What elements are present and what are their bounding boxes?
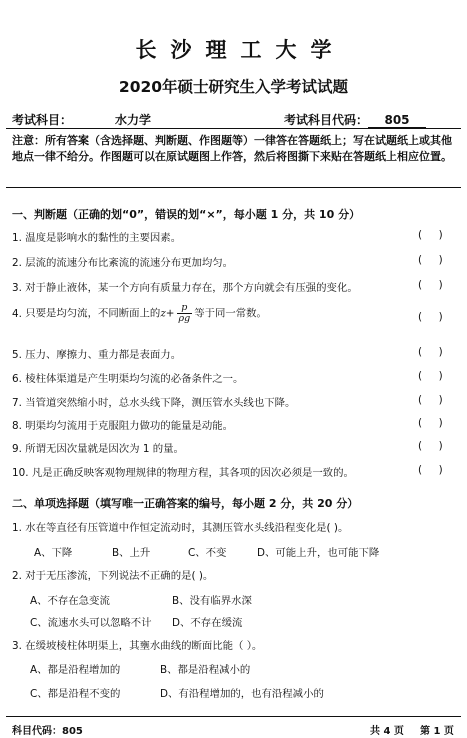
answer-blank: ( ) (418, 370, 443, 382)
item-number: 2. (12, 570, 22, 582)
subject-value: 水力学 (72, 111, 194, 129)
judge-item-8 (12, 417, 233, 432)
judge-item-5 (12, 346, 181, 361)
subject-code-label: 考试科目代码： (284, 113, 369, 127)
item-number: 3. (12, 282, 22, 294)
item-text: 棱柱体渠道是产生明渠均匀流的必备条件之一。 (25, 373, 244, 385)
choice-item-2 (12, 567, 213, 582)
item-text: 在缓坡棱柱体明渠上，其壅水曲线的断面比能（ ）。 (25, 640, 263, 652)
answer-blank: ( ) (418, 346, 443, 358)
choice-3-option-b: B、都是沿程减小的 (160, 664, 251, 676)
item-text: 凡是正确反映客观物理规律的物理方程，其各项的因次必须是一致的。 (31, 467, 354, 479)
item-text-after: 等于同一常数。 (194, 307, 267, 320)
answer-blank: ( ) (418, 394, 443, 406)
answer-blank: ( ) (418, 311, 443, 323)
math-plus: + (165, 307, 175, 320)
item-text: 当管道突然缩小时，总水头线下降，测压管水头线也下降。 (25, 397, 296, 409)
choice-item-3 (12, 637, 262, 652)
item-number: 10. (12, 467, 29, 479)
subject-code-field (284, 111, 426, 128)
item-text: 温度是影响水的黏性的主要因素。 (25, 232, 182, 244)
judge-item-10 (12, 464, 354, 479)
fraction-numerator: p (177, 303, 193, 314)
subject-label: 考试科目： (12, 113, 73, 127)
item-number: 1. (12, 232, 22, 244)
section-1-title: 一、判断题（正确的划“0”，错误的划“×”，每小题 1 分，共 10 分） (12, 208, 361, 221)
fraction-denominator: ρg (178, 313, 191, 324)
pressure-head-fraction (177, 303, 193, 324)
item-text: 对于无压渗流，下列说法不正确的是( )。 (25, 570, 214, 582)
answer-blank: ( ) (418, 464, 443, 476)
judge-item-1 (12, 229, 181, 244)
footer-total-pages: 共 4 页 (370, 726, 404, 737)
divider-top (6, 128, 461, 129)
item-number: 1. (12, 522, 22, 534)
item-text: 层流的流速分布比紊流的流速分布更加均匀。 (25, 257, 234, 269)
choice-2-option-c: C、流速水头可以忽略不计 (30, 617, 152, 629)
exam-title: 2020年硕士研究生入学考试试题 (118, 78, 349, 96)
item-number: 4. (12, 307, 22, 320)
choice-3-option-c: C、都是沿程不变的 (30, 688, 121, 700)
item-number: 7. (12, 397, 22, 409)
choice-1-option-d: D、可能上升，也可能下降 (257, 547, 380, 559)
choice-2-option-b: B、没有临界水深 (172, 595, 252, 607)
judge-item-4 (12, 303, 267, 324)
answer-blank: ( ) (418, 279, 443, 291)
answer-blank: ( ) (418, 440, 443, 452)
choice-1-option-a: A、下降 (34, 547, 73, 559)
item-text-before: 只要是均匀流，不同断面上的 (25, 307, 161, 320)
footer-page-number: 第 1 页 (420, 726, 454, 737)
subject-field (12, 111, 194, 129)
choice-1-option-c: C、不变 (188, 547, 227, 559)
divider-note (6, 187, 461, 188)
choice-3-option-a: A、都是沿程增加的 (30, 664, 121, 676)
choice-2-option-a: A、不存在急变流 (30, 595, 110, 607)
item-number: 2. (12, 257, 22, 269)
choice-2-option-d: D、不存在缓流 (172, 617, 243, 629)
item-number: 6. (12, 373, 22, 385)
school-name: 长沙理工大学 (135, 37, 346, 62)
section-2-title: 二、单项选择题（填写唯一正确答案的编号，每小题 2 分，共 20 分） (12, 497, 359, 510)
choice-3-option-d: D、有沿程增加的，也有沿程减小的 (160, 688, 324, 700)
judge-item-6 (12, 370, 243, 385)
exam-note: 注意：所有答案（含选择题、判断题、作图题等）一律答在答题纸上；写在试题纸上或其他地点一律不给分。作图题可以在原试题图上作答，然后将图撕下来贴在答题纸上相应位置。 (12, 134, 452, 163)
subject-code-value: 805 (368, 113, 426, 128)
item-text: 明渠均匀流用于克服阻力做功的能量是动能。 (25, 420, 234, 432)
judge-item-7 (12, 394, 295, 409)
item-number: 3. (12, 640, 22, 652)
item-text: 水在等直径有压管道中作恒定流动时，其测压管水头线沿程变化是( )。 (25, 522, 349, 534)
item-text: 对于静止液体，某一个方向有质量力存在，那个方向就会有压强的变化。 (25, 282, 358, 294)
item-number: 8. (12, 420, 22, 432)
judge-item-3 (12, 279, 358, 294)
item-number: 5. (12, 349, 22, 361)
answer-blank: ( ) (418, 254, 443, 266)
math-z: z (160, 307, 166, 320)
item-text: 压力、摩擦力、重力都是表面力。 (25, 349, 182, 361)
divider-footer (6, 716, 461, 717)
answer-blank: ( ) (418, 417, 443, 429)
item-text: 所谓无因次量就是因次为 1 的量。 (25, 443, 184, 455)
item-number: 9. (12, 443, 22, 455)
choice-1-option-b: B、上升 (112, 547, 151, 559)
judge-item-9 (12, 440, 184, 455)
judge-item-2 (12, 254, 233, 269)
answer-blank: ( ) (418, 229, 443, 241)
choice-item-1 (12, 519, 348, 534)
footer-subject-code: 科目代码：805 (12, 726, 83, 737)
